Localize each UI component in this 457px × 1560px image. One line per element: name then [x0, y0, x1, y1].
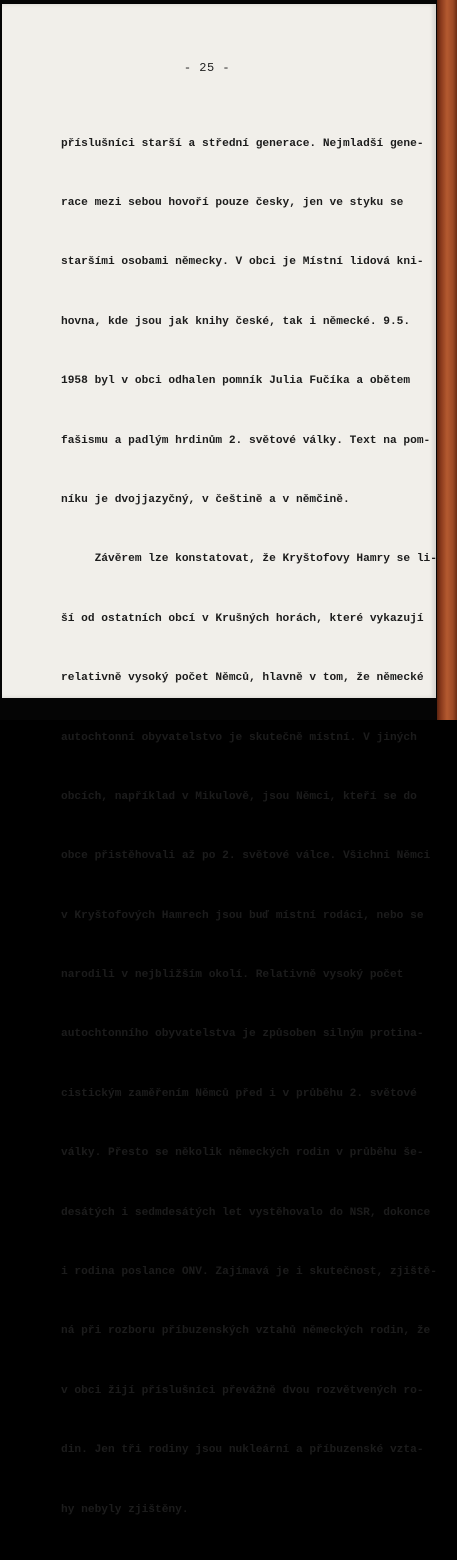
text-line: staršími osobami německy. V obci je Místní lidová kni- — [61, 256, 424, 269]
text-line: ná při rozboru příbuzenských vztahů německých rodin, že — [61, 1325, 431, 1338]
text-line: hovna, kde jsou jak knihy české, tak i německé. 9.5. — [61, 315, 411, 328]
text-line: desátých i sedmdesátých let vystěhovalo do NSR, dokonce — [61, 1206, 431, 1219]
page-number: - 25 - — [183, 61, 231, 75]
text-line: v Kryštofových Hamrech jsou buď místní rodáci, nebo se — [61, 909, 424, 922]
text-line: příslušníci starší a střední generace. Nejmladší gene- — [61, 137, 424, 150]
text-line: ší od ostatních obcí v Krušných horách, které vykazují — [61, 612, 424, 625]
body-text — [61, 95, 437, 1560]
book-binding-edge — [437, 0, 457, 720]
text-line: cistickým zaměřením Němců před i v průběhu 2. světové — [61, 1087, 417, 1100]
text-line: obce přistěhovali až po 2. světové válce. Všichni Němci — [61, 850, 431, 863]
text-line: fašismu a padlým hrdinům 2. světové války. Text na pom- — [61, 434, 431, 447]
text-line: obcích, například v Mikulově, jsou Němci, kteří se do — [61, 790, 417, 803]
text-line: v obci žijí příslušníci převážně dvou rozvětvených ro- — [61, 1384, 424, 1397]
text-line: din. Jen tři rodiny jsou nukleární a příbuzenské vzta- — [61, 1444, 424, 1457]
text-line: autochtonní obyvatelstvo je skutečně místní. V jiných — [61, 731, 417, 744]
text-line: autochtonního obyvatelstva je způsoben silným protina- — [61, 1028, 424, 1041]
text-line: Závěrem lze konstatovat, že Kryštofovy Hamry se li- — [61, 553, 437, 566]
text-line: narodili v nejbližším okolí. Relativně vysoký počet — [61, 969, 404, 982]
text-line: race mezi sebou hovoří pouze česky, jen ve styku se — [61, 196, 404, 209]
text-line: níku je dvojjazyčný, v češtině a v němčině. — [61, 493, 350, 506]
text-line: války. Přesto se několik německých rodin v průběhu še- — [61, 1147, 424, 1160]
text-line: relativně vysoký počet Němců, hlavně v tom, že německé — [61, 672, 424, 685]
text-line: i rodina poslance ONV. Zajímavá je i skutečnost, zjiště- — [61, 1266, 437, 1279]
text-line: hy nebyly zjištěny. — [61, 1503, 189, 1516]
text-line: 1958 byl v obci odhalen pomník Julia Fučíka a obětem — [61, 375, 411, 388]
document-page — [2, 4, 437, 1516]
